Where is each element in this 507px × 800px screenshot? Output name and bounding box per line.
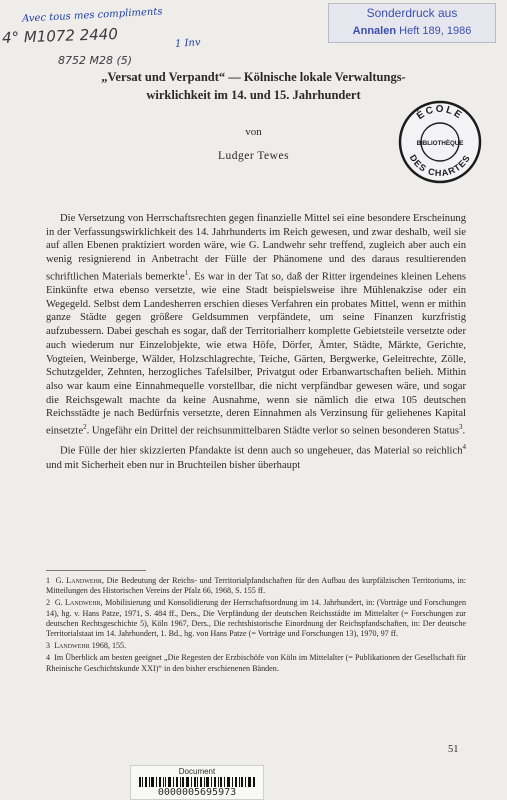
handwritten-shelfmark: 4° M1072 2440 <box>1 24 119 48</box>
offprint-stamp <box>328 3 496 43</box>
footnote: 1 G. Landwehr, Die Bedeutung der Reichs- und Territorialpfandschaften für den Aufbau des kurpfälzischen Territoriums, in: Mitteilungen des Historischen Vereins der Pfalz 66, 1968, S. 155 ff. <box>46 576 466 596</box>
footnote: 3 Landwehr 1968, 155. <box>46 641 127 651</box>
library-seal <box>398 100 482 184</box>
footnote: 2 G. Landwehr, Mobilisierung und Konsolidierung der Herrschaftsordnung im 14. Jahrhundert, in: (Vorträge und Forschungen 14), hg. v. Hans Patze, 1971, S. 484 ff., Ders., Die Verpfändung der deutschen Reichsstädte im Mittelalter (= Forschungen zur deutschen Rechtsgeschichte 5), Köln 1967, Ders., Die rechtshistorische Einordnung der Reichspfandschaften, in: Der deutsche Territorialstaat im 14. Jahrhundert, 1. Bd., hg. von Hans Patze (= Vorträge und Forschungen 13), 1970, 97 ff. <box>46 598 467 639</box>
article-title-line1: „Versat und Verpandt“ — Kölnische lokale Verwaltungs- <box>101 70 406 84</box>
barcode-label <box>130 765 264 800</box>
byline-von: von <box>245 126 262 138</box>
barcode-caption: Document <box>178 767 216 776</box>
body-paragraph: Die Versetzung von Herrschaftsrechten gegen finanzielle Mittel sei eine besondere Erscheinung in der Verfassungswirklichkeit des 14. Jahrhunderts im Reich gewesen, und zwar deshalb, weil sie auf allen Ebenen praktiziert worden wäre, wie G. Landwehr sehr treffend, zugleich aber auch ein wenig resignierend in Anbetracht der Fülle der Phänomene und des daraus resultierenden schriftlichen Materials bemerkte$^1$. Es war in der Tat so, daß der Ritter irgendeines kleinen Lehens Einkünfte etwa ebenso versetzte, wie eine Stadt beispielsweise ihre Mühlenakzise oder ein Wegegeld. Selbst dem Landesherren erschien dieses Verfahren ein probates Mittel, wenn er mithin ganze Städte gegen größere Geldsummen verpfändete, um seine Finanzen kurzfristig aufzubessern. Dabei geschah es sogar, daß der Territorialherr komplette Gebietsteile versetzte oder auch wiederum nur Einzelobjekte, wie etwa Höfe, Dörfer, Ämter, Städte, Märkte, Gerichte, Vogteien, Weinberge, Wälder, Holzschlagrechte, Teiche, Gärten, Bergwerke, Geleitrechte, Zölle, Schutzgelder, Zehnten, herzogliches Tafelsilber, Privatgut oder Erbanwartschaften belieh. Mithin also war kaum eine Einnahmequelle vorstellbar, die nicht verpfändbar gewesen wäre, und sogar die Reichsgewalt machte da keine Ausnahme, wenn sie nämlich die etwa 105 deutschen Reichsstädte je nach Bedürfnis versetzte, deren Einnahmen als Verzinsung für geliehenes Kapital einsetzte$^2$. Ungefähr ein Drittel der reichsunmittelbaren Städte verlor so seinen besonderen Status$^3$. <box>46 213 466 437</box>
footnotes <box>46 576 466 676</box>
footnote-ref: 1 <box>184 268 189 277</box>
body-paragraph: Die Fülle der hier skizzierten Pfandakte ist denn auch so ungeheuer, das Material so reichlich$^4$ und mit Sicherheit eben nur in Bruchteilen bisher überhaupt <box>46 443 466 471</box>
offprint-stamp-line2 <box>329 22 495 40</box>
seal-center-text: BIBLIOTHÈQUE <box>416 140 464 147</box>
seal-top-text: ÉCOLE <box>415 103 465 123</box>
author-name: Ludger Tewes <box>217 150 290 162</box>
article-title-line2: wirklichkeit im 14. und 15. Jahrhundert <box>146 88 361 102</box>
footnote-divider <box>46 570 146 571</box>
seal-bottom-text: DES CHARTES <box>407 152 473 179</box>
offprint-stamp-line1: Sonderdruck aus <box>366 6 458 20</box>
footnote: 4 Im Überblick am besten geeignet „Die Regesten der Erzbischöfe von Köln im Mittelalter (= Publikationen der Gesellschaft für Rheinische Geschichtskunde XXI)“ in den bisher erschienenen Bänden. <box>46 653 467 673</box>
offprint-journal: Annalen <box>352 25 397 37</box>
handwritten-shelfmark-secondary: 8752 M28 (5) <box>58 54 133 67</box>
page-number: 51 <box>448 744 459 755</box>
handwritten-dedication: Avec tous mes compliments <box>21 6 163 25</box>
footnote-ref: 3 <box>459 423 463 432</box>
handwritten-signature: 1 Inv <box>174 37 201 50</box>
offprint-issue: Heft 189, 1986 <box>399 25 472 37</box>
barcode-bars <box>139 777 255 787</box>
barcode-number: 0000005695973 <box>157 787 237 798</box>
footnote-ref: 2 <box>83 423 87 432</box>
footnote-ref: 4 <box>462 443 466 452</box>
article-body <box>46 212 466 475</box>
